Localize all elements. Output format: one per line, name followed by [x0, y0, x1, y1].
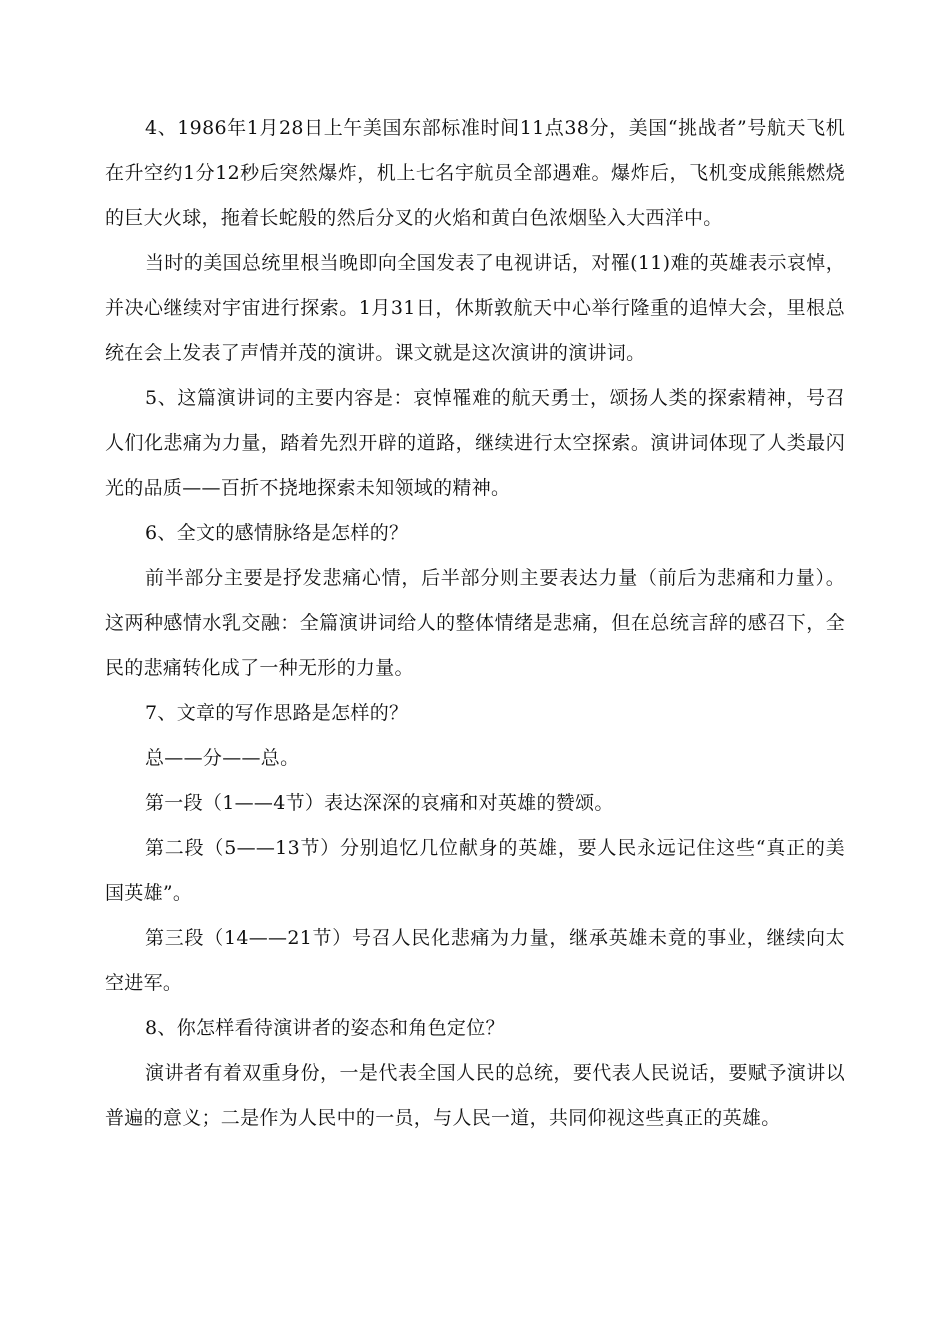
- question-writing-structure: 7、文章的写作思路是怎样的？: [145, 702, 409, 724]
- paragraph-main-content: 5、这篇演讲词的主要内容是：哀悼罹难的航天勇士，颂扬人类的探索精神，号召人们化悲痛为力量，踏着先烈开辟的道路，继续进行太空探索。演讲词体现了人类最闪光的品质——百折不挠地探索未知领域的精神。: [105, 387, 845, 499]
- question-emotional-thread: 6、全文的感情脉络是怎样的？: [145, 522, 409, 544]
- section-one-description: 第一段（1——4节）表达深深的哀痛和对英雄的赞颂。: [145, 792, 614, 814]
- document-body: [105, 106, 845, 1141]
- paragraph-challenger-event: 4、1986年1月28日上午美国东部标准时间11点38分，美国“挑战者”号航天飞机在升空约1分12秒后突然爆炸，机上七名宇航员全部遇难。爆炸后，飞机变成熊熊燃烧的巨大火球，拖着长蛇般的然后分叉的火焰和黄白色浓烟坠入大西洋中。: [105, 117, 845, 229]
- section-three-description: 第三段（14——21节）号召人民化悲痛为力量，继承英雄未竟的事业，继续向太空进军。: [105, 927, 845, 994]
- question-speaker-role: 8、你怎样看待演讲者的姿态和角色定位？: [145, 1017, 505, 1039]
- paragraph-reagan-speech: 当时的美国总统里根当晚即向全国发表了电视讲话，对罹(11)难的英雄表示哀悼，并决心继续对宇宙进行探索。1月31日，休斯敦航天中心举行隆重的追悼大会，里根总统在会上发表了声情并茂的演讲。课文就是这次演讲的演讲词。: [105, 252, 845, 364]
- answer-structure-summary: 总——分——总。: [145, 747, 300, 769]
- answer-emotional-thread: 前半部分主要是抒发悲痛心情，后半部分则主要表达力量（前后为悲痛和力量）。这两种感情水乳交融：全篇演讲词给人的整体情绪是悲痛，但在总统言辞的感召下，全民的悲痛转化成了一种无形的力量。: [105, 567, 845, 679]
- section-two-description: 第二段（5——13节）分别追忆几位献身的英雄，要人民永远记住这些“真正的美国英雄”。: [105, 837, 845, 904]
- answer-speaker-role: 演讲者有着双重身份，一是代表全国人民的总统，要代表人民说话，要赋予演讲以普遍的意义；二是作为人民中的一员，与人民一道，共同仰视这些真正的英雄。: [105, 1062, 845, 1129]
